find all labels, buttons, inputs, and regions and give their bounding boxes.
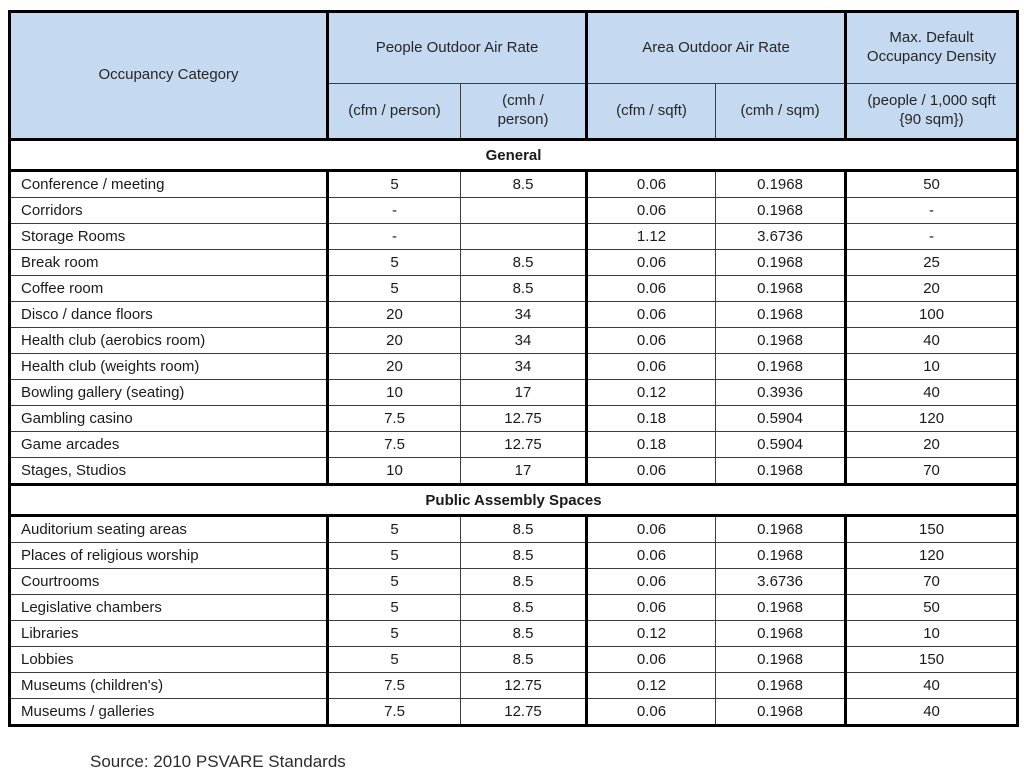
cfm-sqft-cell: 1.12 [587, 224, 716, 250]
cmh-sqm-cell: 0.1968 [716, 328, 846, 354]
table-row [10, 673, 1018, 699]
cmh-sqm-cell: 0.1968 [716, 354, 846, 380]
cmh-person-cell: 17 [461, 458, 587, 485]
density-cell: 20 [846, 276, 1018, 302]
cfm-person-cell: 7.5 [328, 432, 461, 458]
cmh-person-cell: 34 [461, 354, 587, 380]
table-body [10, 140, 1018, 726]
occupancy-category-cell: Museums (children's) [10, 673, 328, 699]
cmh-person-cell: 34 [461, 328, 587, 354]
table-row [10, 595, 1018, 621]
cfm-person-cell: 5 [328, 543, 461, 569]
density-cell: 150 [846, 516, 1018, 543]
occupancy-category-cell: Places of religious worship [10, 543, 328, 569]
table-row [10, 458, 1018, 485]
density-cell: - [846, 198, 1018, 224]
table-row [10, 569, 1018, 595]
cfm-person-cell: 20 [328, 354, 461, 380]
table-row [10, 171, 1018, 198]
occupancy-category-cell: Auditorium seating areas [10, 516, 328, 543]
cmh-person-cell: 12.75 [461, 699, 587, 726]
table-row [10, 647, 1018, 673]
occupancy-category-cell: Storage Rooms [10, 224, 328, 250]
cmh-person-cell: 8.5 [461, 250, 587, 276]
density-cell: 100 [846, 302, 1018, 328]
ventilation-rate-table-container [8, 10, 1016, 727]
cfm-person-cell: - [328, 224, 461, 250]
density-cell: 40 [846, 699, 1018, 726]
cfm-person-cell: 5 [328, 647, 461, 673]
density-cell: 10 [846, 354, 1018, 380]
cmh-sqm-cell: 0.5904 [716, 406, 846, 432]
cmh-person-cell: 8.5 [461, 621, 587, 647]
cfm-person-cell: 20 [328, 302, 461, 328]
occupancy-category-cell: Bowling gallery (seating) [10, 380, 328, 406]
cfm-person-cell: 5 [328, 276, 461, 302]
cmh-person-cell: 8.5 [461, 543, 587, 569]
density-cell: 150 [846, 647, 1018, 673]
table-row [10, 543, 1018, 569]
table-row [10, 250, 1018, 276]
cfm-person-cell: 20 [328, 328, 461, 354]
cmh-sqm-cell: 3.6736 [716, 569, 846, 595]
cfm-sqft-cell: 0.06 [587, 595, 716, 621]
cmh-person-cell: 8.5 [461, 171, 587, 198]
occupancy-category-cell: Health club (aerobics room) [10, 328, 328, 354]
cfm-sqft-cell: 0.06 [587, 328, 716, 354]
cfm-person-cell: 7.5 [328, 699, 461, 726]
cfm-person-cell: 10 [328, 380, 461, 406]
table-row [10, 276, 1018, 302]
occupancy-category-cell: Break room [10, 250, 328, 276]
people-per-1000sqft-unit-header: (people / 1,000 sqft {90 sqm}) [846, 84, 1018, 140]
cfm-person-cell: 5 [328, 569, 461, 595]
table-row [10, 224, 1018, 250]
occupancy-category-cell: Courtrooms [10, 569, 328, 595]
cfm-sqft-cell: 0.18 [587, 432, 716, 458]
cmh-person-cell: 8.5 [461, 516, 587, 543]
table-row [10, 328, 1018, 354]
density-cell: 70 [846, 569, 1018, 595]
table-row [10, 406, 1018, 432]
cfm-person-cell: 10 [328, 458, 461, 485]
table-row [10, 699, 1018, 726]
section-title: Public Assembly Spaces [10, 485, 1018, 516]
cfm-sqft-cell: 0.12 [587, 673, 716, 699]
cfm-sqft-cell: 0.12 [587, 621, 716, 647]
density-cell: 20 [846, 432, 1018, 458]
cfm-sqft-cell: 0.06 [587, 250, 716, 276]
cfm-sqft-cell: 0.06 [587, 543, 716, 569]
density-cell: 10 [846, 621, 1018, 647]
cfm-person-cell: 5 [328, 621, 461, 647]
cfm-person-cell: 7.5 [328, 673, 461, 699]
cfm-sqft-cell: 0.06 [587, 198, 716, 224]
occupancy-category-cell: Coffee room [10, 276, 328, 302]
cmh-person-cell: 12.75 [461, 406, 587, 432]
cfm-sqft-cell: 0.06 [587, 171, 716, 198]
cmh-sqm-cell: 0.1968 [716, 276, 846, 302]
cfm-sqft-cell: 0.06 [587, 458, 716, 485]
table-header [10, 12, 1018, 140]
section-header-public-assembly-spaces [10, 485, 1018, 516]
table-row [10, 380, 1018, 406]
cmh-person-cell: 8.5 [461, 595, 587, 621]
density-cell: - [846, 224, 1018, 250]
cmh-sqm-cell: 0.5904 [716, 432, 846, 458]
cmh-sqm-cell: 0.1968 [716, 621, 846, 647]
cmh-sqm-cell: 0.1968 [716, 699, 846, 726]
cfm-sqft-cell: 0.12 [587, 380, 716, 406]
density-cell: 40 [846, 380, 1018, 406]
cmh-sqm-cell: 0.1968 [716, 171, 846, 198]
cfm-person-cell: 5 [328, 516, 461, 543]
cmh-sqm-cell: 0.1968 [716, 516, 846, 543]
section-header-general [10, 140, 1018, 171]
cmh-person-cell: 8.5 [461, 276, 587, 302]
cfm-sqft-cell: 0.06 [587, 569, 716, 595]
cfm-person-cell: 5 [328, 250, 461, 276]
cmh-person-cell: 12.75 [461, 673, 587, 699]
cmh-sqm-cell: 0.1968 [716, 198, 846, 224]
cfm-sqft-cell: 0.06 [587, 647, 716, 673]
cmh-per-person-unit-header: (cmh / person) [461, 84, 587, 140]
density-cell: 25 [846, 250, 1018, 276]
table-row [10, 198, 1018, 224]
source-note: Source: 2010 PSVARE Standards [90, 752, 346, 771]
header-group-row [10, 12, 1018, 84]
density-cell: 120 [846, 543, 1018, 569]
occupancy-category-cell: Libraries [10, 621, 328, 647]
cfm-per-sqft-unit-header: (cfm / sqft) [587, 84, 716, 140]
cfm-sqft-cell: 0.18 [587, 406, 716, 432]
cfm-person-cell: - [328, 198, 461, 224]
cmh-sqm-cell: 0.3936 [716, 380, 846, 406]
area-outdoor-air-rate-header: Area Outdoor Air Rate [587, 12, 846, 84]
cmh-person-cell [461, 198, 587, 224]
table-row [10, 516, 1018, 543]
density-cell: 50 [846, 595, 1018, 621]
occupancy-category-cell: Game arcades [10, 432, 328, 458]
cfm-person-cell: 5 [328, 595, 461, 621]
density-cell: 120 [846, 406, 1018, 432]
occupancy-category-cell: Lobbies [10, 647, 328, 673]
cfm-sqft-cell: 0.06 [587, 302, 716, 328]
occupancy-category-cell: Gambling casino [10, 406, 328, 432]
density-cell: 50 [846, 171, 1018, 198]
occupancy-category-header: Occupancy Category [10, 12, 328, 140]
cfm-person-cell: 5 [328, 171, 461, 198]
cfm-sqft-cell: 0.06 [587, 276, 716, 302]
cmh-person-cell [461, 224, 587, 250]
occupancy-category-cell: Museums / galleries [10, 699, 328, 726]
occupancy-category-cell: Disco / dance floors [10, 302, 328, 328]
cmh-sqm-cell: 0.1968 [716, 458, 846, 485]
cfm-sqft-cell: 0.06 [587, 516, 716, 543]
cmh-per-sqm-unit-header: (cmh / sqm) [716, 84, 846, 140]
occupancy-category-cell: Corridors [10, 198, 328, 224]
occupancy-category-cell: Legislative chambers [10, 595, 328, 621]
cmh-person-cell: 8.5 [461, 569, 587, 595]
density-cell: 40 [846, 673, 1018, 699]
density-cell: 70 [846, 458, 1018, 485]
cmh-sqm-cell: 0.1968 [716, 302, 846, 328]
cmh-sqm-cell: 0.1968 [716, 647, 846, 673]
section-title: General [10, 140, 1018, 171]
cmh-sqm-cell: 0.1968 [716, 595, 846, 621]
cmh-sqm-cell: 0.1968 [716, 250, 846, 276]
ventilation-rate-table [8, 10, 1019, 727]
cfm-per-person-unit-header: (cfm / person) [328, 84, 461, 140]
table-row [10, 354, 1018, 380]
people-outdoor-air-rate-header: People Outdoor Air Rate [328, 12, 587, 84]
cfm-sqft-cell: 0.06 [587, 354, 716, 380]
cfm-person-cell: 7.5 [328, 406, 461, 432]
cmh-person-cell: 8.5 [461, 647, 587, 673]
cmh-person-cell: 12.75 [461, 432, 587, 458]
cmh-person-cell: 34 [461, 302, 587, 328]
cmh-sqm-cell: 0.1968 [716, 673, 846, 699]
table-row [10, 621, 1018, 647]
table-row [10, 432, 1018, 458]
occupancy-category-cell: Stages, Studios [10, 458, 328, 485]
occupancy-category-cell: Conference / meeting [10, 171, 328, 198]
max-default-occupancy-density-header: Max. Default Occupancy Density [846, 12, 1018, 84]
cmh-sqm-cell: 3.6736 [716, 224, 846, 250]
cmh-person-cell: 17 [461, 380, 587, 406]
density-cell: 40 [846, 328, 1018, 354]
cfm-sqft-cell: 0.06 [587, 699, 716, 726]
table-row [10, 302, 1018, 328]
cmh-sqm-cell: 0.1968 [716, 543, 846, 569]
occupancy-category-cell: Health club (weights room) [10, 354, 328, 380]
